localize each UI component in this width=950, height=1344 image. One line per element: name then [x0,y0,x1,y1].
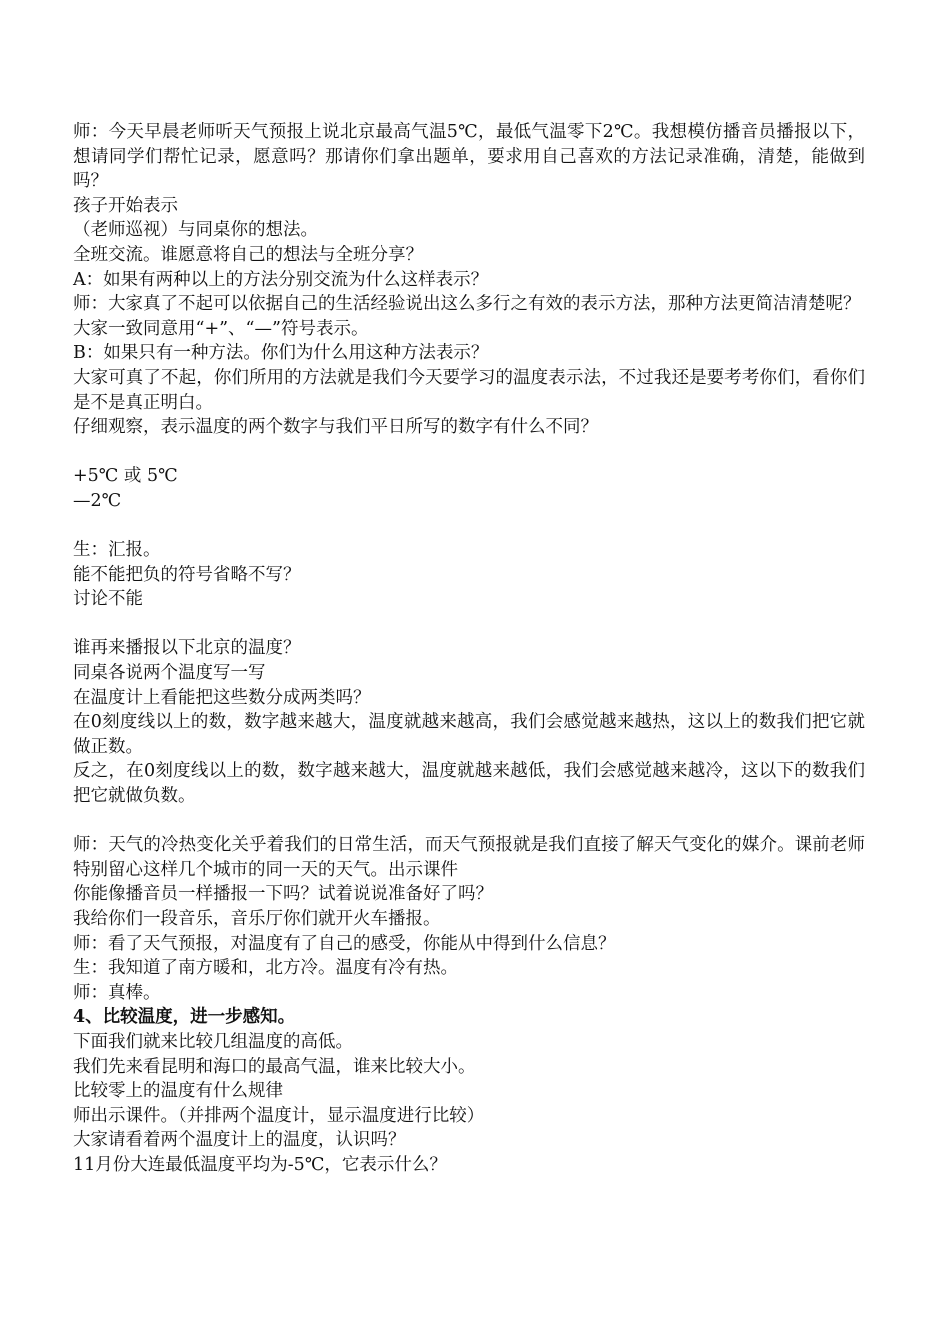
paragraph-broadcast-again: 谁再来播报以下北京的温度？ [73,638,301,659]
paragraph-minus-two: —2℃ [73,490,122,511]
paragraph-music: 我给你们一段音乐，音乐厅你们就开火车播报。 [73,909,441,929]
paragraph-children-start: 孩子开始表示 [73,195,178,216]
paragraph-show-courseware: 师出示课件。（并排两个温度计，显示温度进行比较） [73,1105,485,1126]
paragraph-teacher-info-question: 师：看了天气预报，对温度有了自己的感受，你能从中得到什么信息？ [73,933,616,954]
section-heading-compare-temperature: 4、比较温度，进一步感知。 [73,1007,296,1028]
paragraph-option-b: B：如果只有一种方法。你们为什么用这种方法表示？ [73,343,489,364]
document-body [73,120,865,1178]
paragraph-two-groups: 在温度计上看能把这些数分成两类吗？ [73,687,371,708]
paragraph-class-exchange: 全班交流。谁愿意将自己的想法与全班分享？ [73,244,423,265]
paragraph-plus-five: +5℃ 或 5℃ [73,466,178,487]
paragraph-temperature-method: 大家可真了不起，你们所用的方法就是我们今天要学习的温度表示法，不过我还是要考考你们，看你们是不是真正明白。 [73,367,865,413]
paragraph-negative-numbers: 反之，在0刻度线以上的数，数字越来越大，温度就越来越低，我们会感觉越来越冷，这以下的数我们把它就做负数。 [73,761,865,807]
paragraph-discuss-no: 讨论不能 [73,589,143,610]
paragraph-option-a: A：如果有两种以上的方法分别交流为什么这样表示？ [73,269,489,290]
paragraph-teacher-praise: 师：大家真了不起可以依据自己的生活经验说出这么多行之有效的表示方法，那种方法更简洁清楚呢？ [73,294,861,315]
paragraph-teacher-patrol: （老师巡视）与同桌你的想法。 [73,220,318,241]
paragraph-student-report: 生：汇报。 [73,540,161,561]
blank-line [73,514,865,539]
paragraph-student-answer: 生：我知道了南方暖和，北方冷。温度有冷有热。 [73,958,458,979]
paragraph-weather-forecast: 师：天气的冷热变化关乎着我们的日常生活，而天气预报就是我们直接了解天气变化的媒介。课前老师特别留心这样几个城市的同一天的天气。出示课件 [73,835,865,880]
paragraph-announcer: 你能像播音员一样播报一下吗？试着说说准备好了吗？ [73,884,493,905]
paragraph-dalian-temperature: 11月份大连最低温度平均为-5℃，它表示什么？ [73,1154,447,1175]
paragraph-agree-symbols: 大家一致同意用“+”、“—”符号表示。 [73,318,369,339]
paragraph-omit-sign-question: 能不能把负的符号省略不写？ [73,564,301,585]
blank-line [73,809,865,834]
paragraph-above-zero-rule: 比较零上的温度有什么规律 [73,1081,283,1102]
paragraph-compare-groups: 下面我们就来比较几组温度的高低。 [73,1031,353,1052]
paragraph-partner-write: 同桌各说两个温度写一写 [73,663,266,684]
paragraph-positive-numbers: 在0刻度线以上的数，数字越来越大，温度就越来越高，我们会感觉越来越热，这以上的数我们把它就做正数。 [73,712,865,757]
paragraph-teacher-weather-intro: 师：今天早晨老师听天气预报上说北京最高气温5℃，最低气温零下2℃。我想模仿播音员播报以下，想请同学们帮忙记录，愿意吗？那请你们拿出题单，要求用自己喜欢的方法记录准确，清楚，能做到吗？ [73,122,865,192]
paragraph-observe-question: 仔细观察，表示温度的两个数字与我们平日所写的数字有什么不同？ [73,417,598,438]
paragraph-teacher-good: 师：真棒。 [73,982,161,1003]
blank-line [73,612,865,637]
paragraph-kunming-haikou: 我们先来看昆明和海口的最高气温，谁来比较大小。 [73,1056,476,1077]
blank-line [73,440,865,465]
paragraph-look-thermometers: 大家请看着两个温度计上的温度，认识吗？ [73,1130,406,1151]
